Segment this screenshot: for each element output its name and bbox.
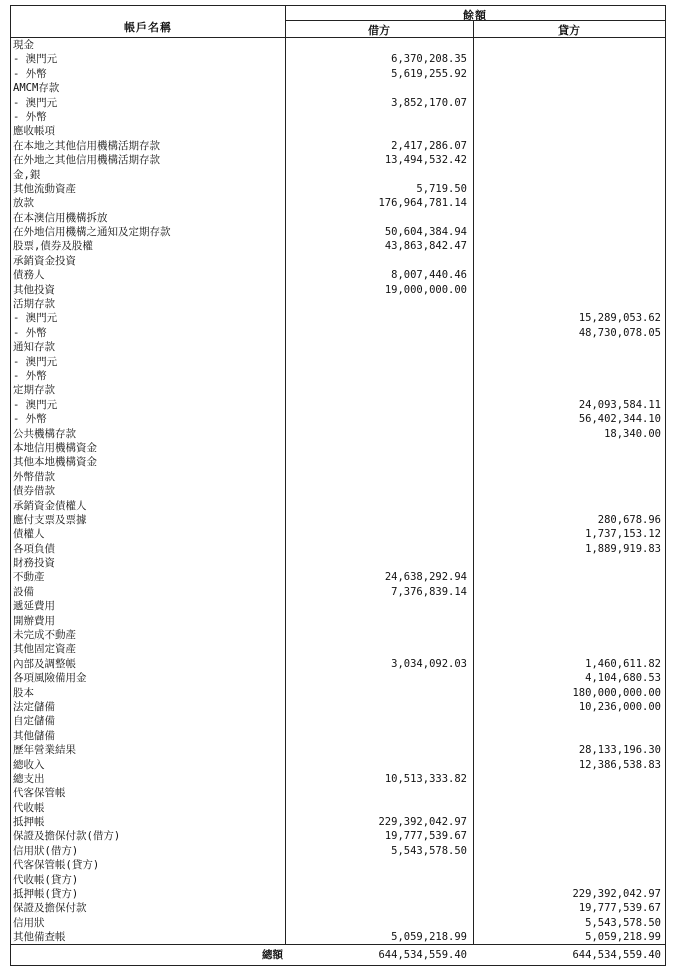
account-name-cell: 承銷資金債權人: [13, 499, 87, 512]
table-row: [11, 758, 665, 772]
table-row: [11, 556, 665, 570]
table-row: [11, 657, 665, 671]
account-name-cell: 抵押帳(貸方): [13, 888, 79, 901]
account-name-cell: 保證及擔保付款: [13, 902, 87, 915]
account-name-cell: 總支出: [13, 772, 45, 785]
total-credit: 644,534,559.40: [572, 949, 661, 961]
column-divider: [285, 6, 286, 37]
account-name-cell: 財務投資: [13, 557, 55, 570]
account-name-cell: 在外地信用機構之通知及定期存款: [13, 226, 171, 239]
credit-cell: 10,236,000.00: [578, 700, 661, 713]
table-row: [11, 484, 665, 498]
debit-cell: 8,007,440.46: [391, 269, 467, 282]
total-debit: 644,534,559.40: [378, 949, 467, 961]
table-row: [11, 182, 665, 196]
table-row: [11, 714, 665, 728]
table-row: [11, 887, 665, 901]
header-divider: [285, 20, 665, 21]
account-name-cell: 開辦費用: [13, 614, 55, 627]
table-row: [11, 901, 665, 915]
account-name-cell: 債券借款: [13, 485, 55, 498]
table-row: [11, 326, 665, 340]
account-name-cell: - 澳門元: [13, 312, 58, 325]
table-row: [11, 513, 665, 527]
account-name-cell: 承銷資金投資: [13, 254, 76, 267]
account-name-cell: 信用狀: [13, 916, 45, 929]
account-name-cell: 不動產: [13, 571, 45, 584]
table-row: [11, 527, 665, 541]
account-name-cell: - 外幣: [13, 67, 47, 80]
account-name-cell: 在外地之其他信用機構活期存款: [13, 154, 160, 167]
account-name-cell: 本地信用機構資金: [13, 441, 97, 454]
account-name-cell: 其他投資: [13, 283, 55, 296]
account-name-cell: 外幣借款: [13, 470, 55, 483]
credit-cell: 180,000,000.00: [572, 686, 661, 699]
account-name-cell: - 澳門元: [13, 96, 58, 109]
table-row: [11, 283, 665, 297]
debit-cell: 3,034,092.03: [391, 657, 467, 670]
table-row: [11, 383, 665, 397]
account-name-cell: 代客保管帳(貸方): [13, 859, 100, 872]
account-name-cell: 通知存款: [13, 341, 55, 354]
table-row: [11, 225, 665, 239]
header-credit: 貸方: [558, 24, 580, 37]
debit-cell: 2,417,286.07: [391, 139, 467, 152]
table-row: [11, 628, 665, 642]
credit-cell: 19,777,539.67: [578, 902, 661, 915]
account-name-cell: 應收帳項: [13, 125, 55, 138]
table-row: [11, 254, 665, 268]
account-name-cell: - 澳門元: [13, 53, 58, 66]
debit-cell: 24,638,292.94: [384, 571, 467, 584]
account-name-cell: 歷年營業結果: [13, 744, 76, 757]
account-name-cell: - 外幣: [13, 413, 47, 426]
table-row: [11, 96, 665, 110]
credit-cell: 5,543,578.50: [585, 916, 661, 929]
table-row: [11, 81, 665, 95]
table-row: [11, 815, 665, 829]
account-name-cell: 其他固定資產: [13, 643, 76, 656]
credit-cell: 28,133,196.30: [578, 744, 661, 757]
table-row: [11, 599, 665, 613]
credit-cell: 48,730,078.05: [578, 326, 661, 339]
table-row: [11, 930, 665, 944]
table-row: [11, 211, 665, 225]
table-row: [11, 369, 665, 383]
credit-cell: 18,340.00: [604, 427, 661, 440]
table-row: [11, 542, 665, 556]
table-row: [11, 614, 665, 628]
table-header: [11, 6, 665, 38]
table-row: [11, 829, 665, 843]
debit-cell: 19,777,539.67: [384, 830, 467, 843]
table-row: [11, 743, 665, 757]
table-row: [11, 124, 665, 138]
table-row: [11, 916, 665, 930]
account-name-cell: 其他備查帳: [13, 931, 66, 944]
debit-cell: 229,392,042.97: [378, 816, 467, 829]
header-debit: 借方: [368, 24, 390, 37]
account-name-cell: 放款: [13, 197, 34, 210]
table-row: [11, 844, 665, 858]
account-name-cell: - 外幣: [13, 110, 47, 123]
account-name-cell: 應付支票及票據: [13, 513, 87, 526]
debit-cell: 10,513,333.82: [384, 772, 467, 785]
header-balance: 餘額: [463, 9, 487, 22]
credit-cell: 4,104,680.53: [585, 672, 661, 685]
table-row: [11, 355, 665, 369]
table-row: [11, 441, 665, 455]
account-name-cell: - 澳門元: [13, 355, 58, 368]
debit-cell: 7,376,839.14: [391, 585, 467, 598]
account-name-cell: 法定儲備: [13, 700, 55, 713]
account-name-cell: 活期存款: [13, 298, 55, 311]
account-name-cell: - 外幣: [13, 369, 47, 382]
account-name-cell: 債權人: [13, 528, 45, 541]
account-name-cell: 代收帳(貸方): [13, 873, 79, 886]
account-name-cell: 債務人: [13, 269, 45, 282]
table-row: [11, 110, 665, 124]
account-name-cell: 在本地之其他信用機構活期存款: [13, 139, 160, 152]
debit-cell: 50,604,384.94: [384, 226, 467, 239]
table-body: [11, 38, 665, 945]
credit-cell: 24,093,584.11: [578, 398, 661, 411]
table-row: [11, 412, 665, 426]
account-name-cell: 其他流動資產: [13, 182, 76, 195]
table-row: [11, 427, 665, 441]
account-name-cell: 現金: [13, 39, 34, 51]
credit-cell: 5,059,218.99: [585, 931, 661, 944]
account-name-cell: 自定儲備: [13, 715, 55, 728]
debit-cell: 19,000,000.00: [384, 283, 467, 296]
table-row: [11, 311, 665, 325]
debit-cell: 13,494,532.42: [384, 154, 467, 167]
account-name-cell: 在本澳信用機構拆放: [13, 211, 108, 224]
table-row: [11, 686, 665, 700]
account-name-cell: 遞延費用: [13, 600, 55, 613]
table-row: [11, 52, 665, 66]
total-row: [11, 944, 665, 965]
account-name-cell: 金,銀: [13, 168, 41, 181]
credit-cell: 1,737,153.12: [585, 528, 661, 541]
account-name-cell: AMCM存款: [13, 82, 60, 95]
table-row: [11, 268, 665, 282]
account-name-cell: 代收帳: [13, 801, 45, 814]
debit-cell: 5,059,218.99: [391, 931, 467, 944]
account-name-cell: 股票,債券及股權: [13, 240, 93, 253]
account-name-cell: 定期存款: [13, 384, 55, 397]
table-row: [11, 873, 665, 887]
account-name-cell: 未完成不動產: [13, 629, 76, 642]
account-name-cell: 信用狀(借方): [13, 844, 79, 857]
table-row: [11, 570, 665, 584]
table-row: [11, 297, 665, 311]
table-row: [11, 801, 665, 815]
credit-cell: 1,889,919.83: [585, 542, 661, 555]
debit-cell: 6,370,208.35: [391, 53, 467, 66]
table-row: [11, 642, 665, 656]
table-row: [11, 858, 665, 872]
table-row: [11, 168, 665, 182]
credit-cell: 56,402,344.10: [578, 413, 661, 426]
table-row: [11, 398, 665, 412]
account-name-cell: 各項風險備用金: [13, 672, 87, 685]
debit-cell: 5,619,255.92: [391, 67, 467, 80]
account-name-cell: 保證及擔保付款(借方): [13, 830, 121, 843]
table-row: [11, 139, 665, 153]
table-row: [11, 153, 665, 167]
table-row: [11, 239, 665, 253]
table-row: [11, 340, 665, 354]
credit-cell: 12,386,538.83: [578, 758, 661, 771]
debit-cell: 43,863,842.47: [384, 240, 467, 253]
total-label: 總額: [262, 949, 283, 961]
account-name-cell: 股本: [13, 686, 34, 699]
header-account-name: 帳戶名稱: [124, 21, 172, 34]
table-row: [11, 585, 665, 599]
account-name-cell: 其他儲備: [13, 729, 55, 742]
debit-cell: 5,543,578.50: [391, 844, 467, 857]
credit-cell: 1,460,611.82: [585, 657, 661, 670]
credit-cell: 229,392,042.97: [572, 888, 661, 901]
table-row: [11, 772, 665, 786]
table-row: [11, 729, 665, 743]
account-name-cell: 公共機構存款: [13, 427, 76, 440]
table-row: [11, 470, 665, 484]
table-row: [11, 786, 665, 800]
account-name-cell: 內部及調整帳: [13, 657, 76, 670]
table-row: [11, 455, 665, 469]
debit-cell: 3,852,170.07: [391, 96, 467, 109]
account-name-cell: 代客保管帳: [13, 787, 66, 800]
table-row: [11, 700, 665, 714]
table-row: [11, 38, 665, 52]
table-row: [11, 671, 665, 685]
account-name-cell: 各項負債: [13, 542, 55, 555]
credit-cell: 15,289,053.62: [578, 312, 661, 325]
table-row: [11, 67, 665, 81]
account-name-cell: - 外幣: [13, 326, 47, 339]
debit-cell: 176,964,781.14: [378, 197, 467, 210]
account-name-cell: 總收入: [13, 758, 45, 771]
debit-cell: 5,719.50: [416, 182, 467, 195]
trial-balance-table: [10, 5, 666, 966]
account-name-cell: 抵押帳: [13, 816, 45, 829]
account-name-cell: 設備: [13, 585, 34, 598]
table-row: [11, 196, 665, 210]
account-name-cell: - 澳門元: [13, 398, 58, 411]
account-name-cell: 其他本地機構資金: [13, 456, 97, 469]
credit-cell: 280,678.96: [597, 513, 661, 526]
column-divider: [473, 20, 474, 37]
table-row: [11, 499, 665, 513]
